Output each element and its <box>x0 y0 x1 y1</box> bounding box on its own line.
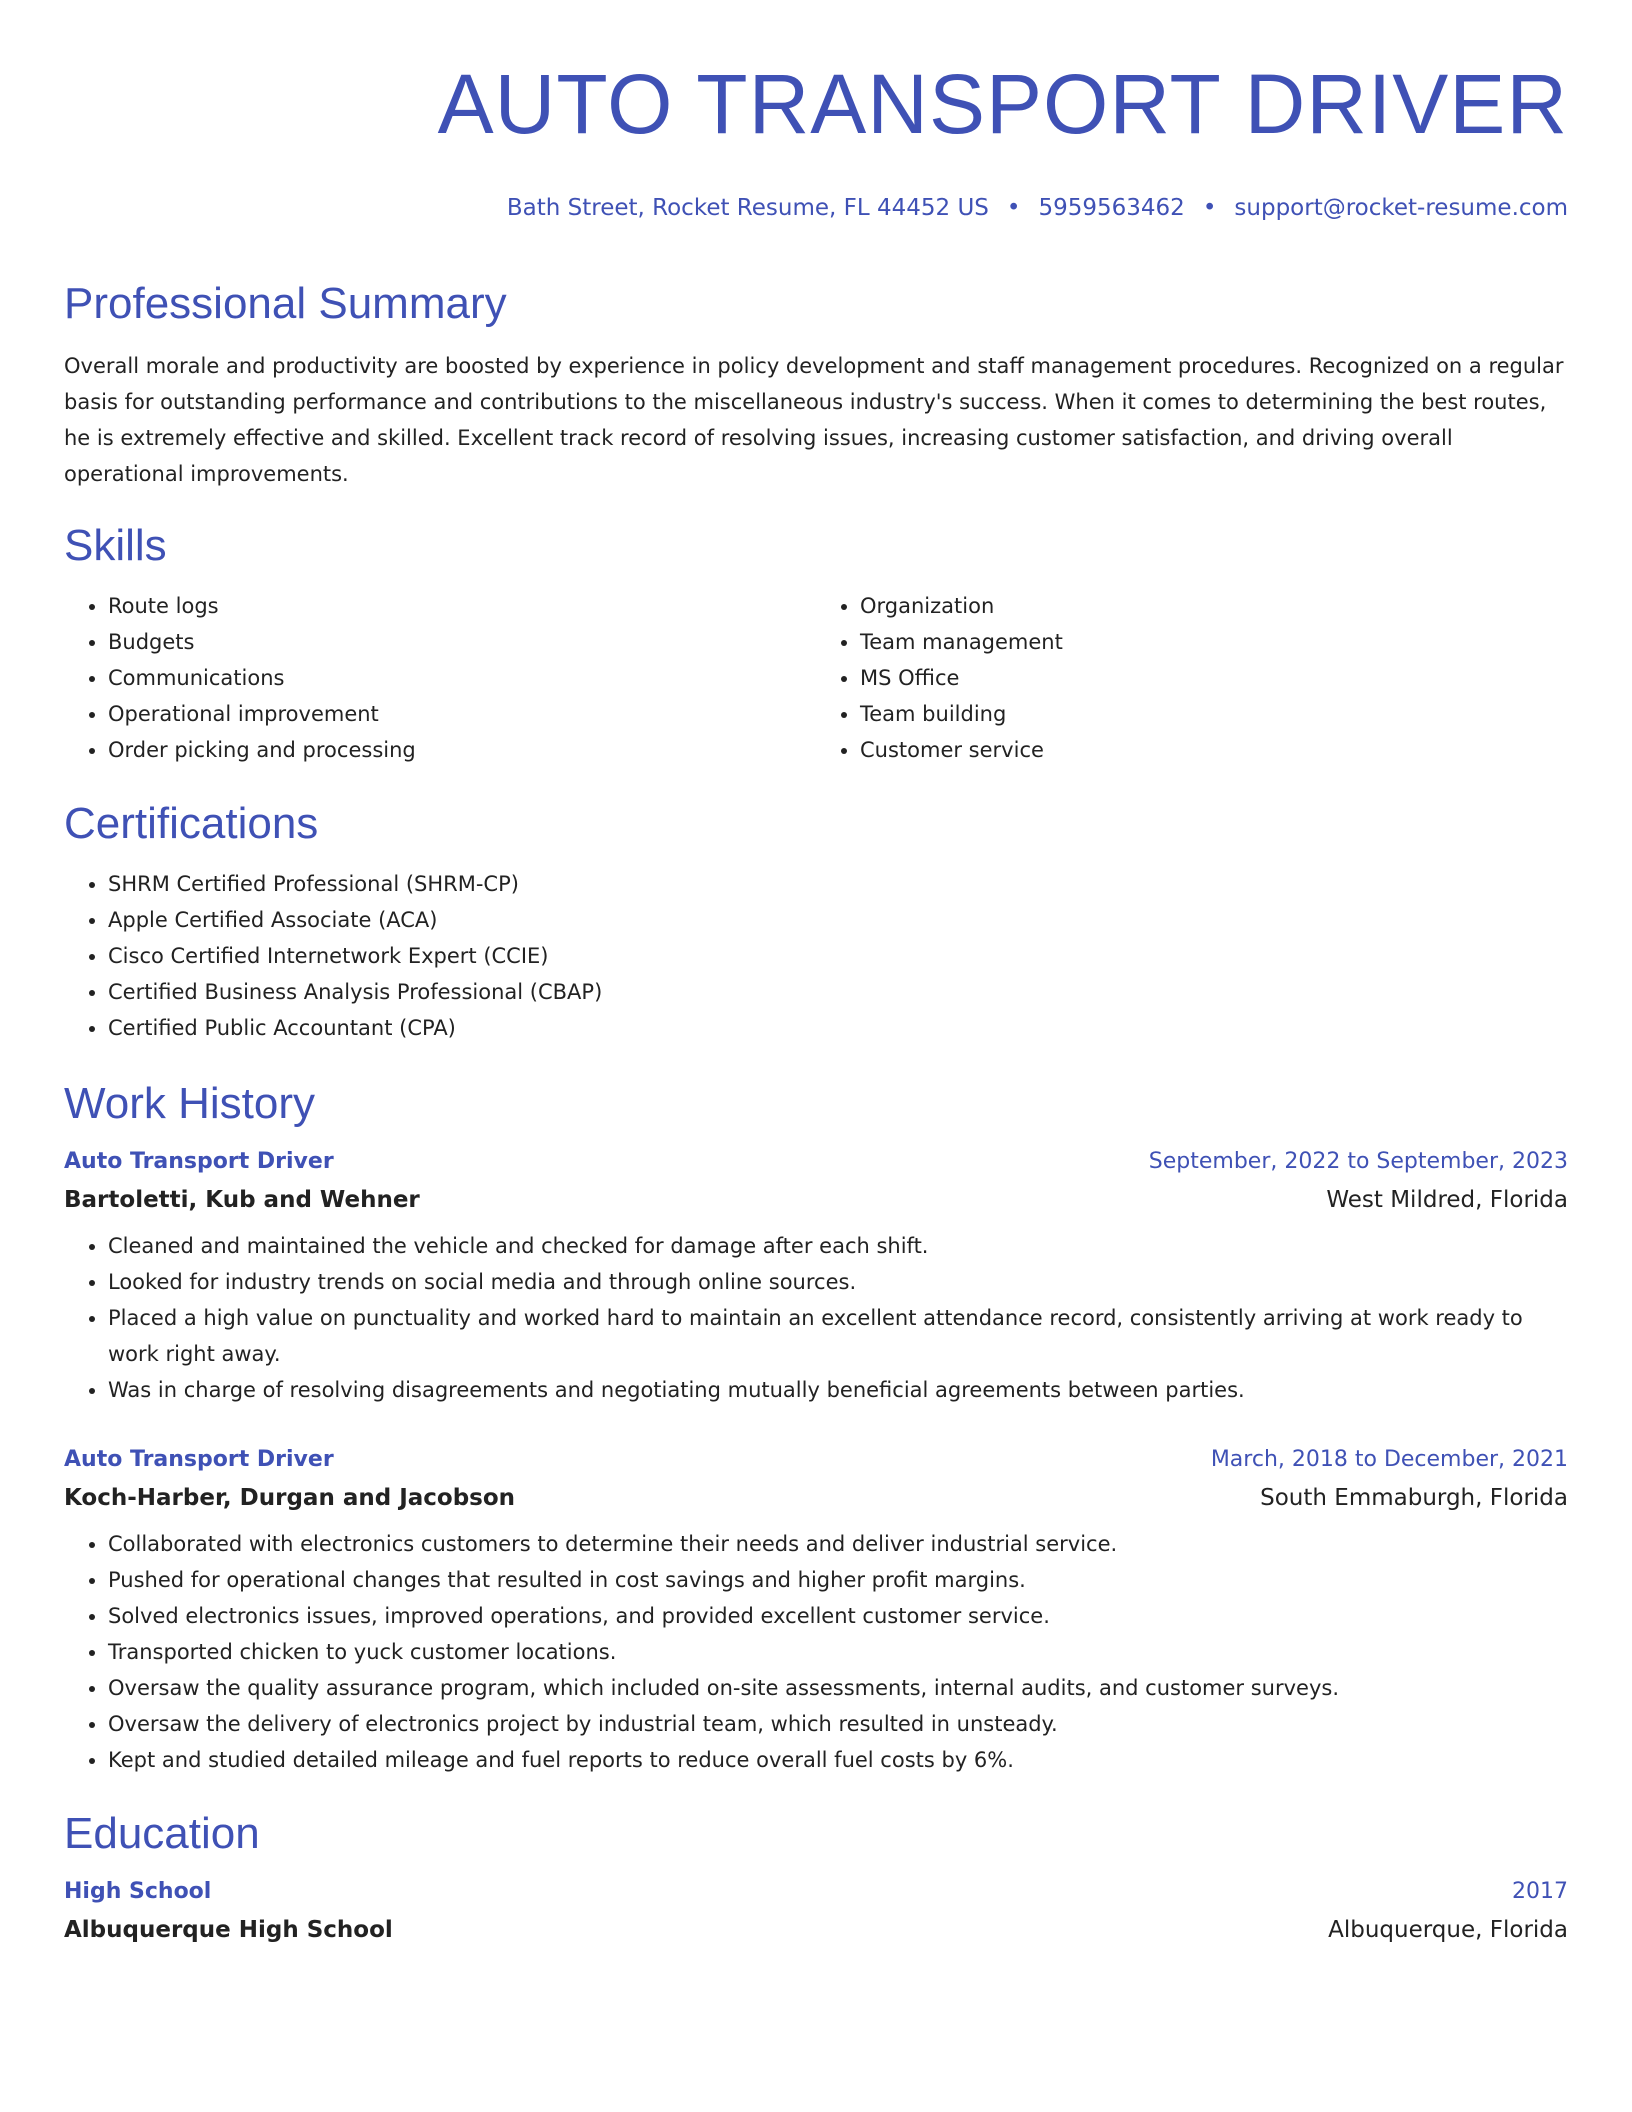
skill-item: • MS Office <box>860 660 1568 696</box>
skills-left-list <box>64 588 816 768</box>
skills-section <box>64 520 1568 768</box>
certification-item: • Certified Business Analysis Professional (CBAP) <box>108 974 1568 1010</box>
job-bullet: • Transported chicken to yuck customer locations. <box>108 1634 1568 1670</box>
job-location: South Emmaburgh, Florida <box>1260 1485 1568 1511</box>
job-bullet: • Kept and studied detailed mileage and fuel reports to reduce overall fuel costs by 6%. <box>108 1742 1568 1778</box>
job-company: Bartoletti, Kub and Wehner <box>64 1187 420 1213</box>
summary-section <box>64 278 1568 492</box>
contact-separator: • <box>1202 195 1217 221</box>
skills-grid <box>64 588 1568 768</box>
skill-item: • Route logs <box>108 588 816 624</box>
skill-item: • Team management <box>860 624 1568 660</box>
contact-phone: 5959563462 <box>1038 195 1185 221</box>
education-school-row <box>64 1910 1568 1950</box>
contact-email: support@rocket-resume.com <box>1234 195 1568 221</box>
job-company-row <box>64 1478 1568 1518</box>
job-bullet: • Collaborated with electronics customers to determine their needs and deliver industrial service. <box>108 1526 1568 1562</box>
skill-item: • Team building <box>860 696 1568 732</box>
certification-item: • Cisco Certified Internetwork Expert (CCIE) <box>108 938 1568 974</box>
job-bullet: • Was in charge of resolving disagreements and negotiating mutually beneficial agreements between parties. <box>108 1372 1568 1408</box>
job-dates: March, 2018 to December, 2021 <box>1210 1447 1568 1472</box>
summary-heading: Professional Summary <box>64 279 507 328</box>
certification-item: • SHRM Certified Professional (SHRM-CP) <box>108 866 1568 902</box>
education-header-row <box>64 1874 1568 1910</box>
education-section <box>64 1808 1568 1950</box>
skill-item: • Budgets <box>108 624 816 660</box>
education-year: 2017 <box>1512 1879 1568 1904</box>
job-bullets <box>64 1228 1568 1408</box>
job-entry <box>64 1442 1568 1778</box>
certifications-list <box>64 866 1568 1046</box>
job-bullets <box>64 1526 1568 1778</box>
contact-separator: • <box>1006 195 1021 221</box>
contact-line <box>64 194 1568 222</box>
job-bullet: • Oversaw the delivery of electronics project by industrial team, which resulted in unsteady. <box>108 1706 1568 1742</box>
contact-address: Bath Street, Rocket Resume, FL 44452 US <box>506 195 989 221</box>
job-dates: September, 2022 to September, 2023 <box>1148 1149 1568 1174</box>
skill-item: • Customer service <box>860 732 1568 768</box>
certification-item: • Apple Certified Associate (ACA) <box>108 902 1568 938</box>
education-entry <box>64 1874 1568 1950</box>
job-entry <box>64 1144 1568 1408</box>
job-title: Auto Transport Driver <box>64 1149 334 1174</box>
job-bullet: • Pushed for operational changes that resulted in cost savings and higher profit margins. <box>108 1562 1568 1598</box>
job-company-row <box>64 1180 1568 1220</box>
skills-right-list <box>816 588 1568 768</box>
resume-title: AUTO TRANSPORT DRIVER <box>437 57 1568 151</box>
skill-item: • Operational improvement <box>108 696 816 732</box>
certifications-section <box>64 798 1568 1046</box>
education-heading: Education <box>64 1809 260 1858</box>
skill-item: • Order picking and processing <box>108 732 816 768</box>
job-bullet: • Oversaw the quality assurance program, which included on-site assessments, internal audits, and customer surveys. <box>108 1670 1568 1706</box>
job-location: West Mildred, Florida <box>1326 1187 1568 1213</box>
education-degree: High School <box>64 1879 212 1904</box>
job-bullet: • Solved electronics issues, improved operations, and provided excellent customer service. <box>108 1598 1568 1634</box>
job-header-row <box>64 1442 1568 1478</box>
skill-item: • Communications <box>108 660 816 696</box>
job-bullet: • Placed a high value on punctuality and worked hard to maintain an excellent attendance record, consistently arriving at work ready to work right away. <box>108 1300 1568 1372</box>
job-title: Auto Transport Driver <box>64 1447 334 1472</box>
job-bullet: • Cleaned and maintained the vehicle and checked for damage after each shift. <box>108 1228 1568 1264</box>
job-bullet: • Looked for industry trends on social media and through online sources. <box>108 1264 1568 1300</box>
summary-text: Overall morale and productivity are boosted by experience in policy development and staff management procedures. Recognized on a regular basis for outstanding performance and contributions to the miscellaneous industry's success. When it comes to determining the best routes, he is extremely effective and skilled. Excellent track record of resolving issues, increasing customer satisfaction, and driving overall operational improvements. <box>64 354 1564 486</box>
job-company: Koch-Harber, Durgan and Jacobson <box>64 1485 516 1511</box>
skills-heading: Skills <box>64 521 167 570</box>
certifications-heading: Certifications <box>64 799 319 848</box>
job-header-row <box>64 1144 1568 1180</box>
education-location: Albuquerque, Florida <box>1328 1917 1568 1943</box>
skill-item: • Organization <box>860 588 1568 624</box>
work-history-section <box>64 1078 1568 1778</box>
work-history-heading: Work History <box>64 1079 315 1128</box>
education-school: Albuquerque High School <box>64 1917 393 1943</box>
certification-item: • Certified Public Accountant (CPA) <box>108 1010 1568 1046</box>
